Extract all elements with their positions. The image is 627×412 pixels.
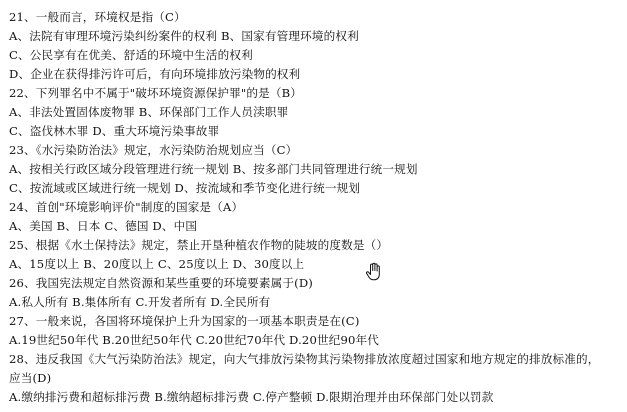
q26-options: A.私人所有 B.集体所有 C.开发者所有 D.全民所有 [9, 295, 271, 309]
q26-stem: 26、我国宪法规定自然资源和某些重要的环境要素属于(D) [9, 276, 313, 290]
q28-stem: 28、违反我国《大气污染防治法》规定，向大气排放污染物其污染物排放浓度超过国家和地方规定的排放标准的， [9, 352, 600, 366]
q22-stem: 22、下列罪名中不属于"破坏环境资源保护罪"的是（B） [9, 86, 303, 100]
q28-stem-cont: 应当(D) [9, 371, 52, 385]
q21-options-ab: A、法院有审理环境污染纠纷案件的权利 B、国家有管理环境的权利 [9, 29, 359, 43]
q25-options: A、15度以上 B、20度以上 C、25度以上 D、30度以上 [9, 257, 305, 271]
q24-stem: 24、首创"环境影响评价"制度的国家是（A） [9, 200, 244, 214]
q22-options-ab: A、非法处置固体废物罪 B、环保部门工作人员渎职罪 [9, 105, 289, 119]
q27-options: A.19世纪50年代 B.20世纪50年代 C.20世纪70年代 D.20世纪90年代 [9, 333, 380, 347]
q23-options-cd: C、按流域或区域进行统一规划 D、按流域和季节变化进行统一规划 [9, 181, 361, 195]
q28-options: A.缴纳排污费和超标排污费 B.缴纳超标排污费 C.停产整顿 D.限期治理并由环保部门处以罚款 [9, 390, 494, 404]
q21-option-c: C、公民享有在优美、舒适的环境中生活的权利 [9, 48, 253, 62]
q23-options-ab: A、按相关行政区域分段管理进行统一规划 B、按多部门共同管理进行统一规划 [9, 162, 418, 176]
q22-options-cd: C、盗伐林木罪 D、重大环境污染事故罪 [9, 124, 220, 138]
q25-stem: 25、根据《水土保持法》规定，禁止开垦种植农作物的陡坡的度数是（） [9, 238, 389, 252]
q21-option-d: D、企业在获得排污许可后，有向环境排放污染物的权利 [9, 67, 301, 81]
q24-options: A、美国 B、日本 C、德国 D、中国 [9, 219, 198, 233]
q21-stem: 21、一般而言，环境权是指（C） [9, 10, 186, 24]
q27-stem: 27、一般来说，各国将环境保护上升为国家的一项基本职责是在(C) [9, 314, 360, 328]
hand-cursor-icon [364, 262, 384, 282]
q23-stem: 23、《水污染防治法》规定，水污染防治规划应当（C） [9, 143, 298, 157]
